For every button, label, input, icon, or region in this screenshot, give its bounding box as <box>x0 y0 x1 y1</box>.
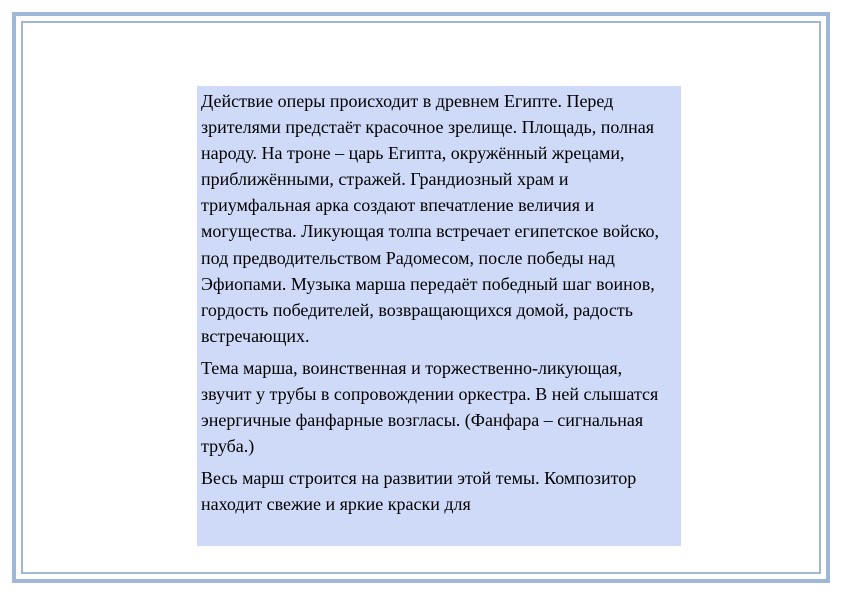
text-box <box>197 86 681 546</box>
paragraph-2: Тема марша, воинственная и торжественно-ликующая, звучит у трубы в сопровождении оркестра. В ней слышатся энергичные фанфарные возгласы. (Фанфара – сигнальная труба.) <box>201 357 659 457</box>
paragraph-1: Действие оперы происходит в древнем Египте. Перед зрителями предстаёт красочное зрелище. Площадь, полная народу. На троне – царь Египта, окружённый жрецами, приближёнными, стражей. Грандиозный храм и триумфальная арка создают впечатление величия и могущества. Ликующая толпа встречает египетское войско, под предводительством Радомесом, после победы над Эфиопами. Музыка марша передаёт победный шаг воинов, гордость победителей, возвращающихся домой, радость встречающих. <box>201 91 660 346</box>
paragraph-3: Весь марш строится на развитии этой темы. Композитор находит свежие и яркие краски для <box>201 468 637 515</box>
